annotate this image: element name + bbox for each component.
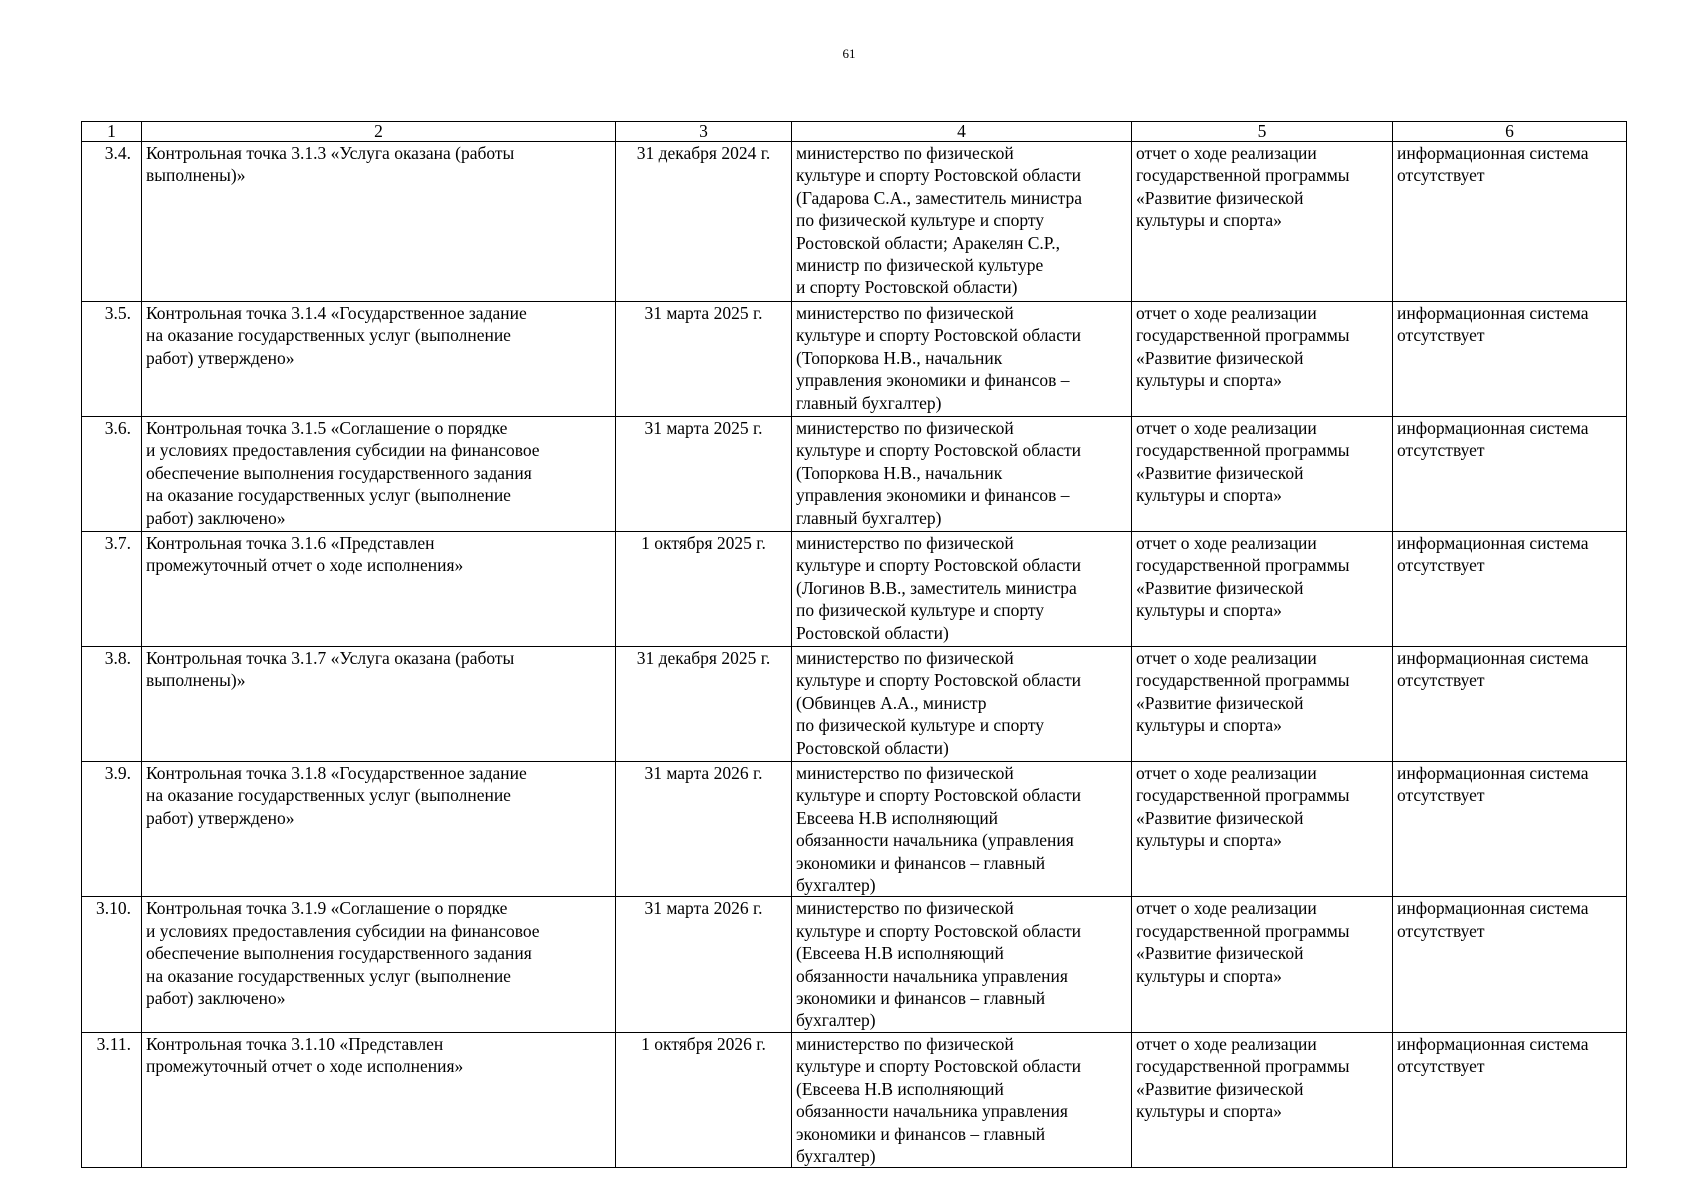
responsible-executor: министерство по физической культуре и спорту Ростовской области (Обвинцев А.А., министр по физической культуре и спорту Ростовской области) bbox=[792, 647, 1132, 762]
responsible-executor: министерство по физической культуре и спорту Ростовской области (Евсеева Н.В исполняющий обязанности начальника управления экономики и финансов – главный бухгалтер) bbox=[792, 897, 1132, 1032]
control-point-name: Контрольная точка 3.1.4 «Государственное задание на оказание государственных услуг (выполнение работ) утверждено» bbox=[142, 302, 616, 417]
deadline-date: 31 марта 2025 г. bbox=[616, 417, 792, 532]
table-row bbox=[82, 417, 1627, 532]
control-point-name: Контрольная точка 3.1.6 «Представлен промежуточный отчет о ходе исполнения» bbox=[142, 532, 616, 647]
table-row bbox=[82, 1032, 1627, 1167]
table-row bbox=[82, 532, 1627, 647]
information-system: информационная система отсутствует bbox=[1393, 897, 1627, 1032]
information-system: информационная система отсутствует bbox=[1393, 532, 1627, 647]
deadline-date: 31 декабря 2025 г. bbox=[616, 647, 792, 762]
deadline-date: 31 марта 2026 г. bbox=[616, 762, 792, 897]
header-cell-2: 2 bbox=[142, 122, 616, 142]
table-row bbox=[82, 897, 1627, 1032]
deadline-date: 1 октября 2025 г. bbox=[616, 532, 792, 647]
confirming-document: отчет о ходе реализации государственной программы «Развитие физической культуры и спорта» bbox=[1132, 647, 1393, 762]
control-point-name: Контрольная точка 3.1.8 «Государственное задание на оказание государственных услуг (выполнение работ) утверждено» bbox=[142, 762, 616, 897]
header-cell-5: 5 bbox=[1132, 122, 1393, 142]
control-point-name: Контрольная точка 3.1.9 «Соглашение о порядке и условиях предоставления субсидии на финансовое обеспечение выполнения государственного задания на оказание государственных услуг (выполнение работ) заключено» bbox=[142, 897, 616, 1032]
deadline-date: 1 октября 2026 г. bbox=[616, 1032, 792, 1167]
information-system: информационная система отсутствует bbox=[1393, 1032, 1627, 1167]
page-number: 61 bbox=[842, 46, 856, 61]
confirming-document: отчет о ходе реализации государственной программы «Развитие физической культуры и спорта» bbox=[1132, 762, 1393, 897]
control-point-name: Контрольная точка 3.1.10 «Представлен промежуточный отчет о ходе исполнения» bbox=[142, 1032, 616, 1167]
row-number: 3.5. bbox=[82, 302, 142, 417]
responsible-executor: министерство по физической культуре и спорту Ростовской области (Топоркова Н.В., начальник управления экономики и финансов – главный бухгалтер) bbox=[792, 417, 1132, 532]
deadline-date: 31 марта 2026 г. bbox=[616, 897, 792, 1032]
table-row bbox=[82, 302, 1627, 417]
table-header-row bbox=[82, 122, 1627, 142]
row-number: 3.6. bbox=[82, 417, 142, 532]
information-system: информационная система отсутствует bbox=[1393, 762, 1627, 897]
table-row bbox=[82, 647, 1627, 762]
row-number: 3.10. bbox=[82, 897, 142, 1032]
confirming-document: отчет о ходе реализации государственной программы «Развитие физической культуры и спорта» bbox=[1132, 417, 1393, 532]
table-row bbox=[82, 762, 1627, 897]
control-points-table bbox=[81, 121, 1627, 1168]
header-cell-6: 6 bbox=[1393, 122, 1627, 142]
control-point-name: Контрольная точка 3.1.5 «Соглашение о порядке и условиях предоставления субсидии на финансовое обеспечение выполнения государственного задания на оказание государственных услуг (выполнение работ) заключено» bbox=[142, 417, 616, 532]
information-system: информационная система отсутствует bbox=[1393, 142, 1627, 302]
responsible-executor: министерство по физической культуре и спорту Ростовской области Евсеева Н.В исполняющий обязанности начальника (управления экономики и финансов – главный бухгалтер) bbox=[792, 762, 1132, 897]
header-cell-4: 4 bbox=[792, 122, 1132, 142]
deadline-date: 31 марта 2025 г. bbox=[616, 302, 792, 417]
responsible-executor: министерство по физической культуре и спорту Ростовской области (Евсеева Н.В исполняющий обязанности начальника управления экономики и финансов – главный бухгалтер) bbox=[792, 1032, 1132, 1167]
deadline-date: 31 декабря 2024 г. bbox=[616, 142, 792, 302]
row-number: 3.4. bbox=[82, 142, 142, 302]
confirming-document: отчет о ходе реализации государственной программы «Развитие физической культуры и спорта» bbox=[1132, 142, 1393, 302]
confirming-document: отчет о ходе реализации государственной программы «Развитие физической культуры и спорта» bbox=[1132, 897, 1393, 1032]
confirming-document: отчет о ходе реализации государственной программы «Развитие физической культуры и спорта» bbox=[1132, 302, 1393, 417]
table-row bbox=[82, 142, 1627, 302]
header-cell-3: 3 bbox=[616, 122, 792, 142]
responsible-executor: министерство по физической культуре и спорту Ростовской области (Гадарова С.А., заместитель министра по физической культуре и спорту Ростовской области; Аракелян С.Р., министр по физической культуре и спорту Ростовской области) bbox=[792, 142, 1132, 302]
information-system: информационная система отсутствует bbox=[1393, 647, 1627, 762]
row-number: 3.8. bbox=[82, 647, 142, 762]
row-number: 3.9. bbox=[82, 762, 142, 897]
information-system: информационная система отсутствует bbox=[1393, 302, 1627, 417]
header-cell-1: 1 bbox=[82, 122, 142, 142]
responsible-executor: министерство по физической культуре и спорту Ростовской области (Топоркова Н.В., начальник управления экономики и финансов – главный бухгалтер) bbox=[792, 302, 1132, 417]
control-point-name: Контрольная точка 3.1.7 «Услуга оказана (работы выполнены)» bbox=[142, 647, 616, 762]
control-point-name: Контрольная точка 3.1.3 «Услуга оказана (работы выполнены)» bbox=[142, 142, 616, 302]
row-number: 3.7. bbox=[82, 532, 142, 647]
information-system: информационная система отсутствует bbox=[1393, 417, 1627, 532]
row-number: 3.11. bbox=[82, 1032, 142, 1167]
responsible-executor: министерство по физической культуре и спорту Ростовской области (Логинов В.В., заместитель министра по физической культуре и спорту Ростовской области) bbox=[792, 532, 1132, 647]
confirming-document: отчет о ходе реализации государственной программы «Развитие физической культуры и спорта» bbox=[1132, 532, 1393, 647]
confirming-document: отчет о ходе реализации государственной программы «Развитие физической культуры и спорта» bbox=[1132, 1032, 1393, 1167]
